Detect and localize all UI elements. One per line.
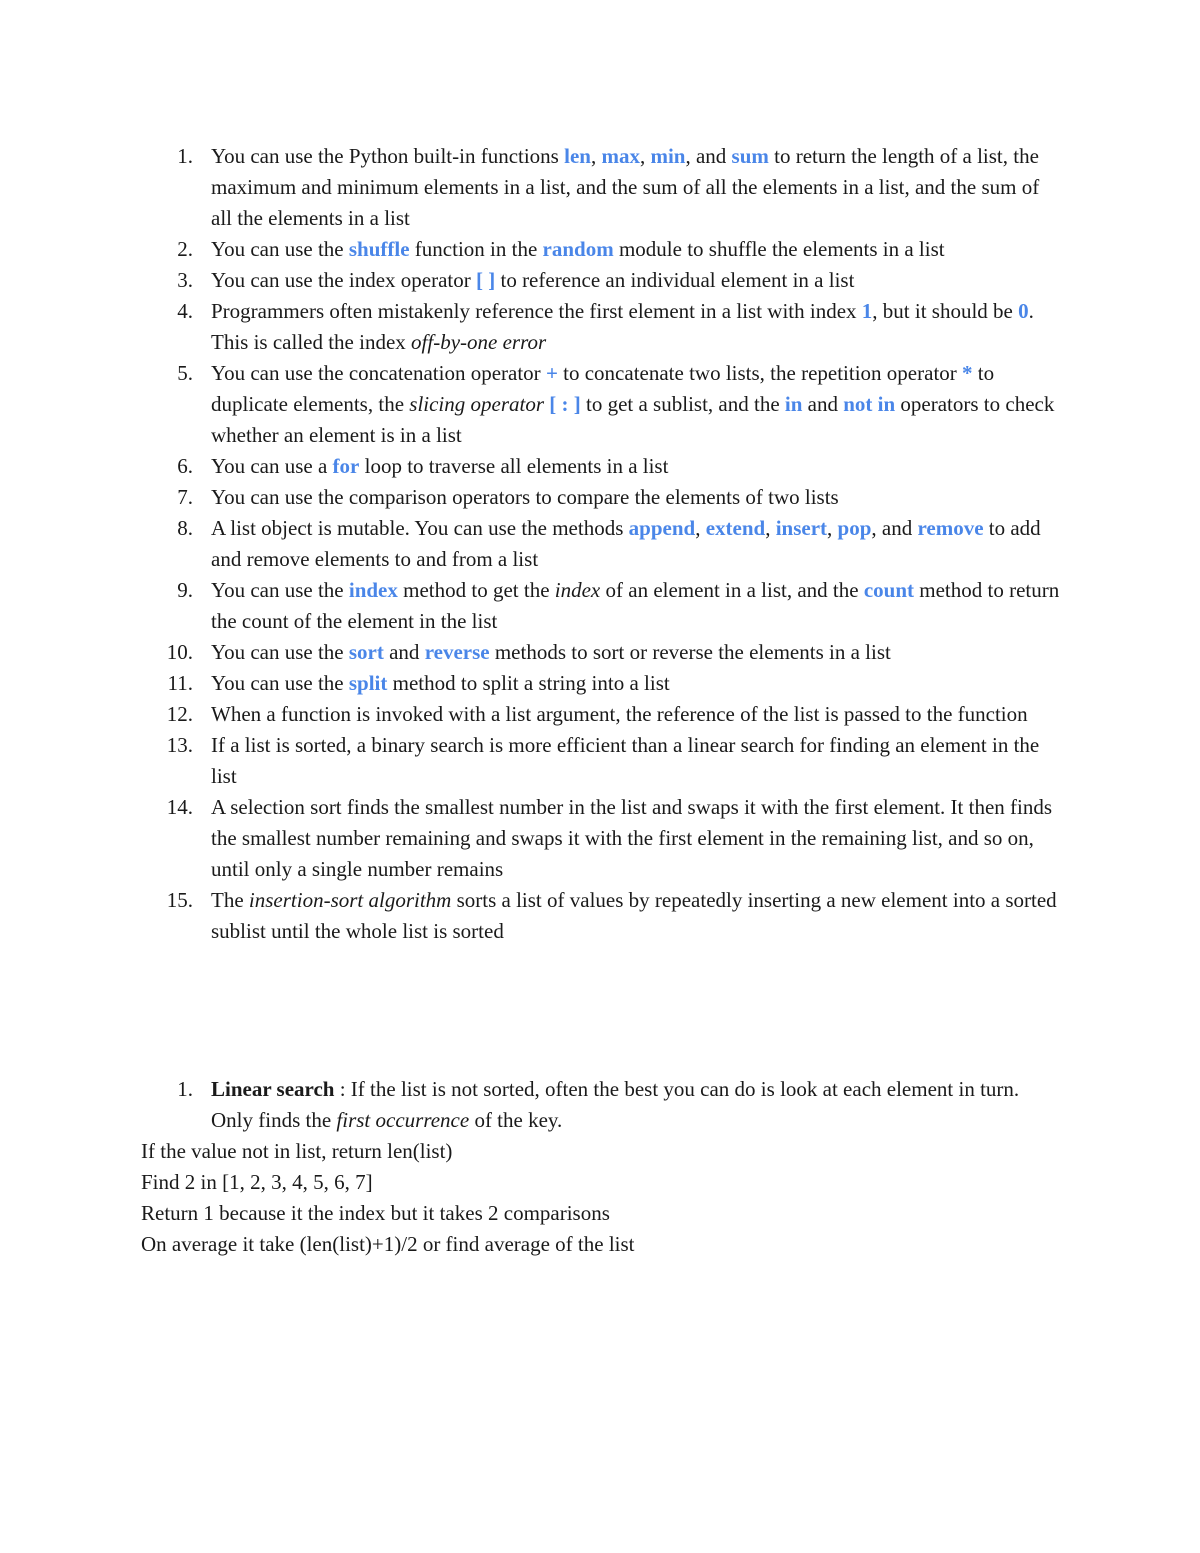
- code-keyword: pop: [837, 516, 872, 540]
- code-keyword: max: [601, 144, 640, 168]
- code-keyword: min: [650, 144, 686, 168]
- code-keyword: [ ]: [475, 268, 496, 292]
- list-item: [0, 885, 1200, 947]
- item-text: ,: [827, 516, 838, 540]
- code-keyword: not in: [843, 392, 896, 416]
- list-number: 14.: [166, 795, 193, 819]
- emphasis-text: slicing operator: [409, 392, 545, 416]
- item-text: and: [383, 640, 425, 664]
- item-text: methods to sort or reverse the elements in a list: [489, 640, 891, 664]
- list-number: 9.: [177, 578, 193, 602]
- item-text: A list object is mutable. You can use the methods: [211, 516, 629, 540]
- item-text: The: [211, 888, 249, 912]
- list-item: [0, 1074, 1200, 1136]
- item-text: ,: [765, 516, 776, 540]
- note-paragraph: On average it take (len(list)+1)/2 or find average of the list: [141, 1232, 635, 1256]
- code-keyword: insert: [775, 516, 828, 540]
- list-number: 11.: [167, 671, 193, 695]
- search-method-list: [0, 1074, 1200, 1136]
- list-item: [0, 451, 1200, 482]
- summary-list: [0, 141, 1200, 947]
- list-item: [0, 513, 1200, 575]
- item-text: module to shuffle the elements in a list: [613, 237, 945, 261]
- item-text: function in the: [409, 237, 543, 261]
- item-text: to get a sublist, and the: [580, 392, 785, 416]
- list-number: 8.: [177, 516, 193, 540]
- list-item: [0, 575, 1200, 637]
- item-text: You can use the: [211, 640, 349, 664]
- bold-term: Linear search: [211, 1077, 335, 1101]
- list-number: 5.: [177, 361, 193, 385]
- list-item: [0, 358, 1200, 451]
- item-text: to reference an individual element in a list: [495, 268, 855, 292]
- item-text: You can use the: [211, 671, 349, 695]
- emphasis-text: index: [554, 578, 601, 602]
- list-number: 13.: [166, 733, 193, 757]
- code-keyword: sort: [348, 640, 384, 664]
- item-text: A selection sort finds the smallest number in the list and swaps it with the first element. It then finds the smallest number remaining and swaps it with the first element in the remaining list, and so on, until only a single number remains: [211, 795, 1053, 881]
- item-text: . This is called the index: [211, 299, 1034, 354]
- code-keyword: *: [962, 361, 973, 385]
- note-paragraph: If the value not in list, return len(list): [141, 1139, 453, 1163]
- list-item: [0, 296, 1200, 358]
- item-text: ,: [639, 144, 651, 168]
- list-number: 7.: [177, 485, 193, 509]
- list-item: [0, 265, 1200, 296]
- list-number: 1.: [177, 144, 193, 168]
- item-text: You can use a: [211, 454, 333, 478]
- emphasis-text: insertion-sort algorithm: [248, 888, 452, 912]
- code-keyword: extend: [705, 516, 766, 540]
- item-text: ,: [695, 516, 706, 540]
- list-item: [0, 141, 1200, 234]
- item-text: , and: [685, 144, 732, 168]
- code-keyword: random: [542, 237, 614, 261]
- item-text: of an element in a list, and the: [600, 578, 864, 602]
- note-paragraph: Return 1 because it the index but it takes 2 comparisons: [141, 1201, 610, 1225]
- code-keyword: sum: [731, 144, 769, 168]
- list-number: 6.: [177, 454, 193, 478]
- item-text: to concatenate two lists, the repetition operator: [557, 361, 963, 385]
- emphasis-text: first occurrence: [336, 1108, 470, 1132]
- list-number: 4.: [177, 299, 193, 323]
- list-item: [0, 482, 1200, 513]
- code-keyword: count: [863, 578, 915, 602]
- item-text: You can use the comparison operators to compare the elements of two lists: [211, 485, 839, 509]
- item-text: loop to traverse all elements in a list: [359, 454, 669, 478]
- code-keyword: append: [628, 516, 696, 540]
- code-keyword: index: [348, 578, 398, 602]
- item-text: You can use the concatenation operator: [211, 361, 546, 385]
- list-item: [0, 730, 1200, 792]
- item-text: of the key.: [469, 1108, 563, 1132]
- code-keyword: len: [564, 144, 591, 168]
- list-number: 3.: [177, 268, 193, 292]
- code-keyword: +: [545, 361, 558, 385]
- item-text: to add and remove elements to and from a list: [211, 516, 1041, 571]
- item-text: method to get the: [397, 578, 555, 602]
- list-number: 10.: [166, 640, 193, 664]
- item-text: You can use the: [211, 237, 349, 261]
- list-item: [0, 234, 1200, 265]
- item-text: ,: [590, 144, 602, 168]
- list-item: [0, 699, 1200, 730]
- item-text: method to split a string into a list: [387, 671, 670, 695]
- item-text: You can use the: [211, 578, 349, 602]
- item-text: You can use the Python built-in functions: [211, 144, 565, 168]
- item-text: and: [802, 392, 844, 416]
- list-number: 12.: [166, 702, 193, 726]
- code-keyword: in: [784, 392, 803, 416]
- item-text: If a list is sorted, a binary search is more efficient than a linear search for finding an element in the list: [211, 733, 1040, 788]
- item-text: sorts a list of values by repeatedly inserting a new element into a sorted sublist until the whole list is sorted: [211, 888, 1057, 943]
- list-number: 15.: [166, 888, 193, 912]
- item-text: to duplicate elements, the: [211, 361, 995, 416]
- list-item: [0, 668, 1200, 699]
- code-keyword: shuffle: [348, 237, 410, 261]
- code-keyword: split: [348, 671, 388, 695]
- item-text: , and: [871, 516, 918, 540]
- list-item: [0, 637, 1200, 668]
- emphasis-text: off-by-one error: [411, 330, 547, 354]
- list-item: [0, 792, 1200, 885]
- item-text: operators to check whether an element is in a list: [211, 392, 1055, 447]
- note-paragraph: Find 2 in [1, 2, 3, 4, 5, 6, 7]: [141, 1170, 373, 1194]
- code-keyword: reverse: [424, 640, 490, 664]
- item-text: : If the list is not sorted, often the best you can do is look at each element in turn. Only finds the: [211, 1077, 1020, 1132]
- code-keyword: 1: [861, 299, 873, 323]
- list-number: 1.: [177, 1077, 193, 1101]
- item-text: Programmers often mistakenly reference the first element in a list with index: [211, 299, 862, 323]
- item-text: method to return the count of the element in the list: [211, 578, 1060, 633]
- item-text: to return the length of a list, the maximum and minimum elements in a list, and the sum of all the elements in a list, and the sum of all the elements in a list: [211, 144, 1040, 230]
- code-keyword: remove: [917, 516, 984, 540]
- item-text: You can use the index operator: [211, 268, 476, 292]
- item-text: When a function is invoked with a list argument, the reference of the list is passed to the function: [211, 702, 1028, 726]
- list-number: 2.: [177, 237, 193, 261]
- code-keyword: for: [332, 454, 360, 478]
- item-text: , but it should be: [872, 299, 1019, 323]
- code-keyword: [ : ]: [549, 392, 581, 416]
- code-keyword: 0: [1018, 299, 1029, 323]
